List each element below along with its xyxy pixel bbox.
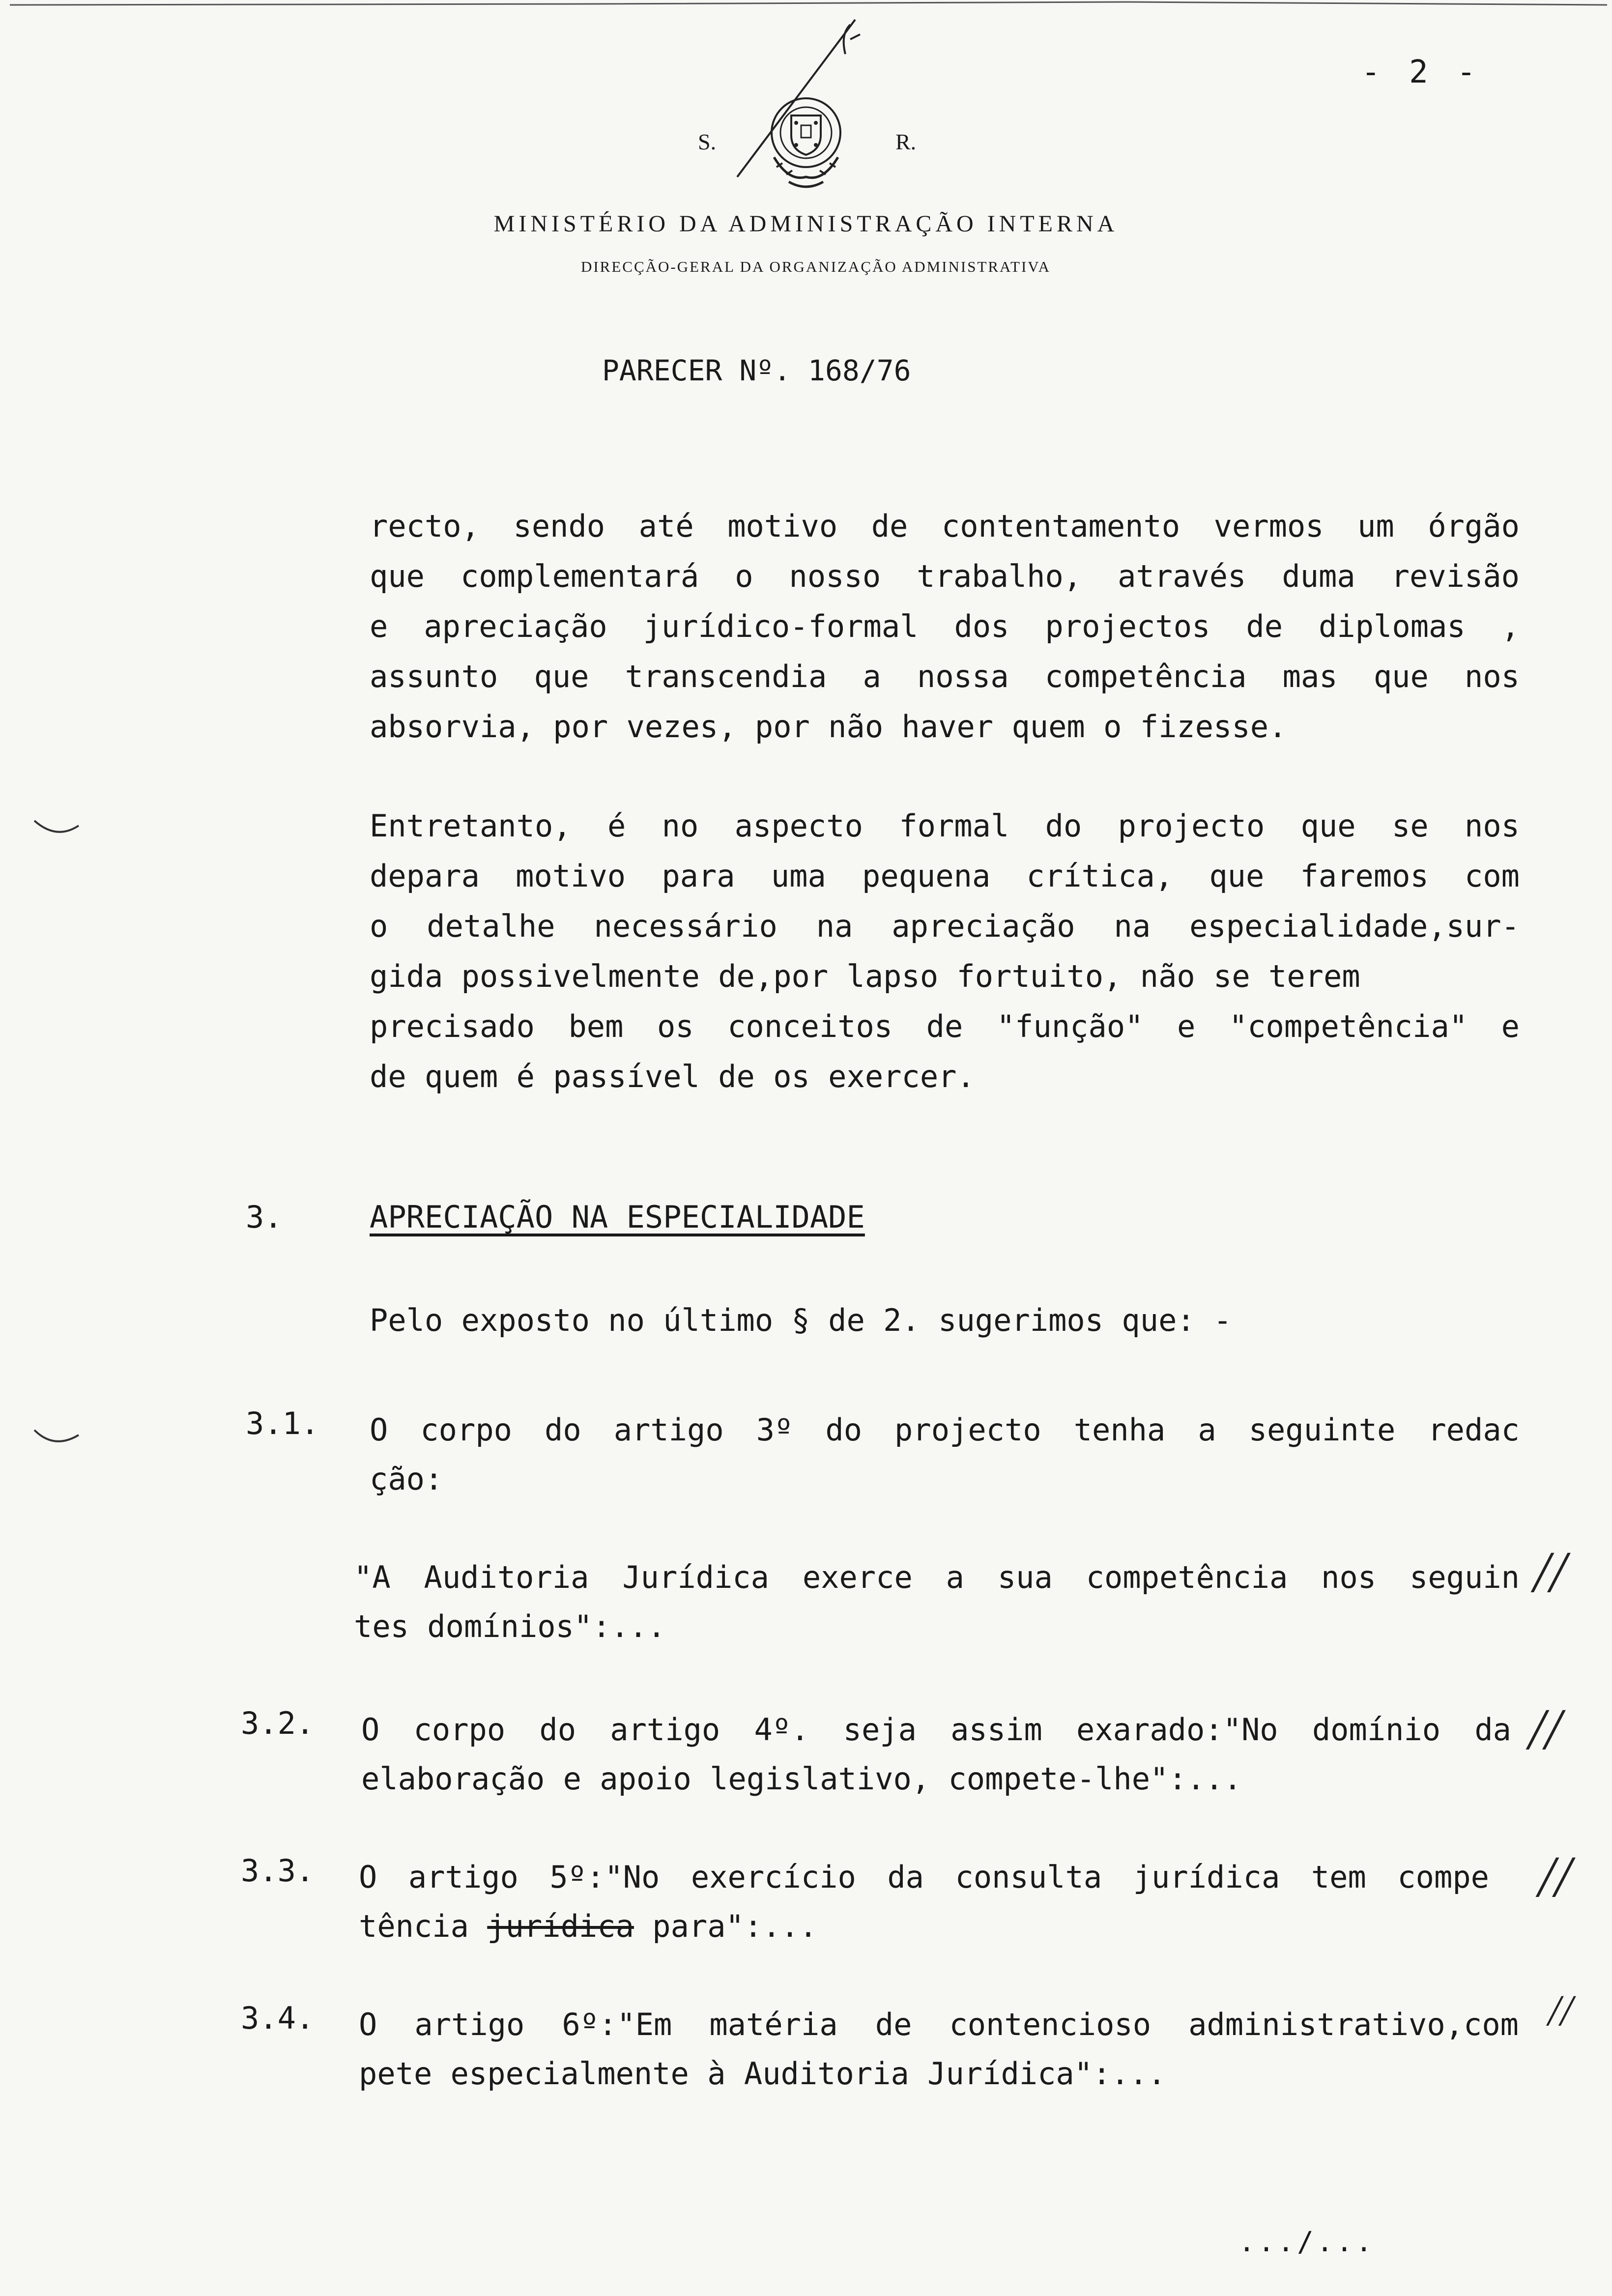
quote-line: "A Auditoria Jurídica exerce a sua competência nos seguin xyxy=(354,1559,1520,1595)
item-quote xyxy=(354,1553,1520,1651)
item-number: 3.3. xyxy=(241,1853,315,1889)
paragraph-2-line: o detalhe necessário na apreciação na especialidade,sur- xyxy=(370,908,1520,944)
paragraph-1-line: absorvia, por vezes, por não haver quem o fizesse. xyxy=(370,709,1287,745)
item-line: O corpo do artigo 3º do projecto tenha a seguinte redac xyxy=(370,1412,1520,1448)
direction-name: DIRECÇÃO-GERAL DA ORGANIZAÇÃO ADMINISTRATIVA xyxy=(580,258,1051,275)
item-text xyxy=(370,1406,1520,1504)
page-number: - 2 - xyxy=(1361,54,1481,90)
margin-mark: // xyxy=(1548,1986,1573,2035)
item-line: elaboração e apoio legislativo, compete-lhe":... xyxy=(361,1761,1242,1797)
paragraph-2-line: depara motivo para uma pequena crítica, que faremos com xyxy=(370,858,1520,894)
parecer-number: PARECER Nº. 168/76 xyxy=(602,354,911,387)
item-line: pete especialmente à Auditoria Jurídica":... xyxy=(359,2056,1166,2092)
item-line-part: para":... xyxy=(633,1908,818,1944)
item-line-part: tência xyxy=(359,1908,488,1944)
paragraph-2 xyxy=(370,801,1520,1102)
section-number: 3. xyxy=(246,1199,283,1235)
item-line: O artigo 5º:"No exercício da consulta jurídica tem compe xyxy=(359,1859,1489,1895)
continued-marker: .../... xyxy=(1238,2226,1376,2258)
section-intro: Pelo exposto no último § de 2. sugerimos que: - xyxy=(370,1302,1232,1338)
ministry-name: MINISTÉRIO DA ADMINISTRAÇÃO INTERNA xyxy=(493,211,1119,237)
coat-of-arms-emblem xyxy=(727,10,875,206)
paragraph-2-line: precisado bem os conceitos de "função" e "competência" e xyxy=(370,1008,1520,1044)
section-title: APRECIAÇÃO NA ESPECIALIDADE xyxy=(370,1199,865,1235)
item-text xyxy=(361,1705,1511,1804)
item-number: 3.4. xyxy=(241,2000,315,2036)
paragraph-2-line: Entretanto, é no aspecto formal do projecto que se nos xyxy=(370,808,1520,844)
paragraph-1-line: que complementará o nosso trabalho, através duma revisão xyxy=(370,558,1520,594)
sr-right-label: R. xyxy=(895,129,917,154)
item-text xyxy=(359,2000,1519,2098)
margin-scribble xyxy=(29,816,88,845)
paragraph-2-line: de quem é passível de os exercer. xyxy=(370,1059,975,1094)
item-line: O artigo 6º:"Em matéria de contencioso administrativo,com xyxy=(359,2007,1519,2042)
margin-mark: // xyxy=(1538,1844,1571,1909)
margin-scribble xyxy=(29,1425,88,1455)
paragraph-1-line: e apreciação jurídico-formal dos projectos de diplomas , xyxy=(370,608,1520,644)
paragraph-2-line: gida possivelmente de,por lapso fortuito, não se terem xyxy=(370,958,1360,994)
paragraph-1 xyxy=(370,501,1520,752)
margin-mark: // xyxy=(1528,1696,1561,1762)
margin-mark: // xyxy=(1533,1539,1566,1605)
item-number: 3.1. xyxy=(246,1406,319,1441)
item-number: 3.2. xyxy=(241,1705,315,1741)
item-line: O corpo do artigo 4º. seja assim exarado:"No domínio da xyxy=(361,1712,1511,1748)
item-line xyxy=(359,1902,1489,1951)
struck-word: jurídica xyxy=(487,1908,634,1944)
item-line: ção: xyxy=(370,1461,443,1497)
paragraph-1-line: recto, sendo até motivo de contentamento vermos um órgão xyxy=(370,508,1520,544)
quote-line: tes domínios":... xyxy=(354,1608,666,1644)
paragraph-1-line: assunto que transcendia a nossa competência mas que nos xyxy=(370,659,1520,694)
item-text xyxy=(359,1853,1489,1951)
sr-left-label: S. xyxy=(698,129,717,154)
